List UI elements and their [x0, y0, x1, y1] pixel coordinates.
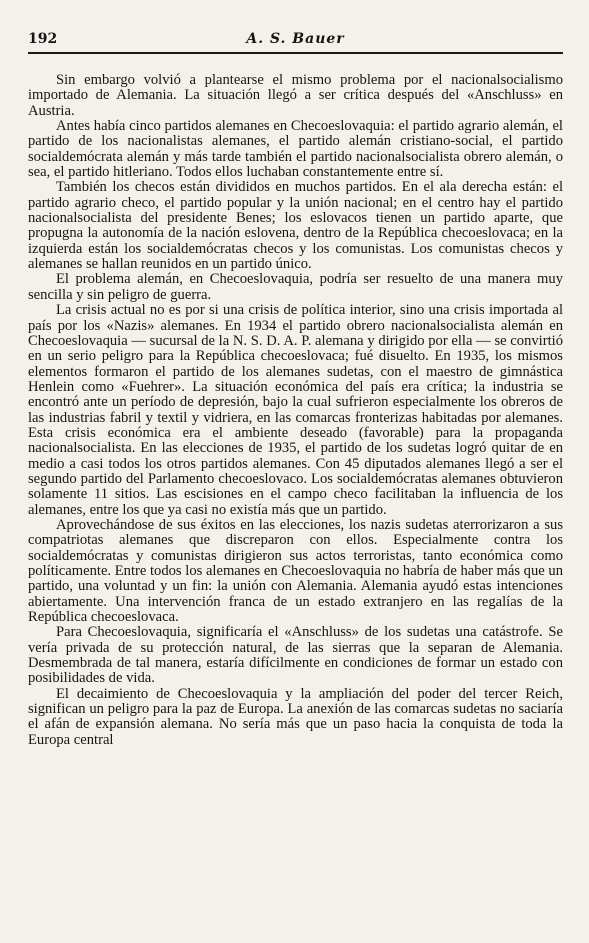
paragraph: El decaimiento de Checoeslovaquia y la ampliación del poder del tercer Reich, significan un peligro para la paz de Europa. La anexión de las comarcas sudetas no saciaría el afán de expansión alemana. No sería más que un paso hacia la conquista de toda la Europa central — [28, 685, 563, 748]
header-rule — [28, 52, 563, 54]
paragraph: Para Checoeslovaquia, significaría el «Anschluss» de los sudetas una catástrofe. Se vería privada de su protección natural, de las sierras que la separan de Alemania. Desmembrada de tal manera, estaría difícilmente en condiciones de formar un estado con posibilidades de vida. — [28, 624, 563, 687]
paragraph: El problema alemán, en Checoeslovaquia, podría ser resuelto de una manera muy sencilla y sin peligro de guerra. — [28, 271, 563, 303]
body-text — [28, 73, 563, 748]
running-title: A. S. Bauer — [246, 31, 345, 47]
paragraph: Sin embargo volvió a plantearse el mismo problema por el nacionalsocialismo importado de Alemania. La situación llegó a ser crítica después del «Anschluss» en Austria. — [28, 72, 563, 119]
paragraph: La crisis actual no es por si una crisis de política interior, sino una crisis importada al país por los «Nazis» alemanes. En 1934 el partido obrero nacionalsocialista alemán en Checoeslovaquia — sucursal de la N. S. D. A. P. alemana y dirigido por ella — se convirtió en un serio peligro para la República checoeslovaca; fué disuelto. En 1935, los mismos elementos formaron el partido de los alemanes sudetas, con el maestro de gimnástica Henlein como «Fuehrer». La situación económica del país era crítica; la industria se encontró ante un período de depresión, bajo la cual sufrieron especialmente los obreros de las industrias fabril y textil y vidriera, en las comarcas fronterizas habitadas por alemanes. Esta crisis económica era el ambiente deseado (favorable) para la propaganda nacionalsocialista. En las elecciones de 1935, el partido de los sudetas logró quitar de en medio a casi todos los otros partidos alemanes. Con 45 diputados alemanes llegó a ser el segundo partido del Parlamento checoeslovaco. Los socialdemócratas alemanes obtuvieron solamente 11 sitios. Las escisiones en el campo checo facilitaban la influencia de los alemanes, entre los que ya casi no existía más que un partido. — [28, 302, 563, 518]
paragraph: También los checos están divididos en muchos partidos. En el ala derecha están: el partido agrario checo, el partido popular y la unión nacional; en el centro hay el partido nacionalsocialista del presidente Benes; los eslovacos tienen un partido aparte, que propugna la autonomía de la nación eslovena, dentro de la República checoeslovaca; en la izquierda están los socialdemócratas checos y los comunistas. Los comunistas checos y alemanes se hallan reunidos en un partido único. — [28, 179, 563, 273]
running-header — [28, 31, 563, 49]
paragraph: Aprovechándose de sus éxitos en las elecciones, los nazis sudetas aterrorizaron a sus compatriotas alemanes que discreparon con ellos. Especialmente contra los socialdemócratas y comunistas dirigieron sus actos terroristas, tanto económica como políticamente. Entre todos los alemanes en Checoeslovaquia no habría de haber más que un partido, una voluntad y un fin: la unión con Alemania. Alemania ayudó estas intenciones abiertamente. Una intervención franca de un estado extranjero en las regalías de la República checoeslovaca. — [28, 516, 563, 626]
page-number: 192 — [28, 31, 58, 47]
paragraph: Antes había cinco partidos alemanes en Checoeslovaquia: el partido agrario alemán, el partido de los nacionalistas alemanes, el partido alemán cristiano-social, el partido socialdemócrata alemán y más tarde también el partido nacionalsocialista obrero alemán, o sea, el partido hitleriano. Todos ellos luchaban constantemente entre sí. — [28, 118, 563, 181]
